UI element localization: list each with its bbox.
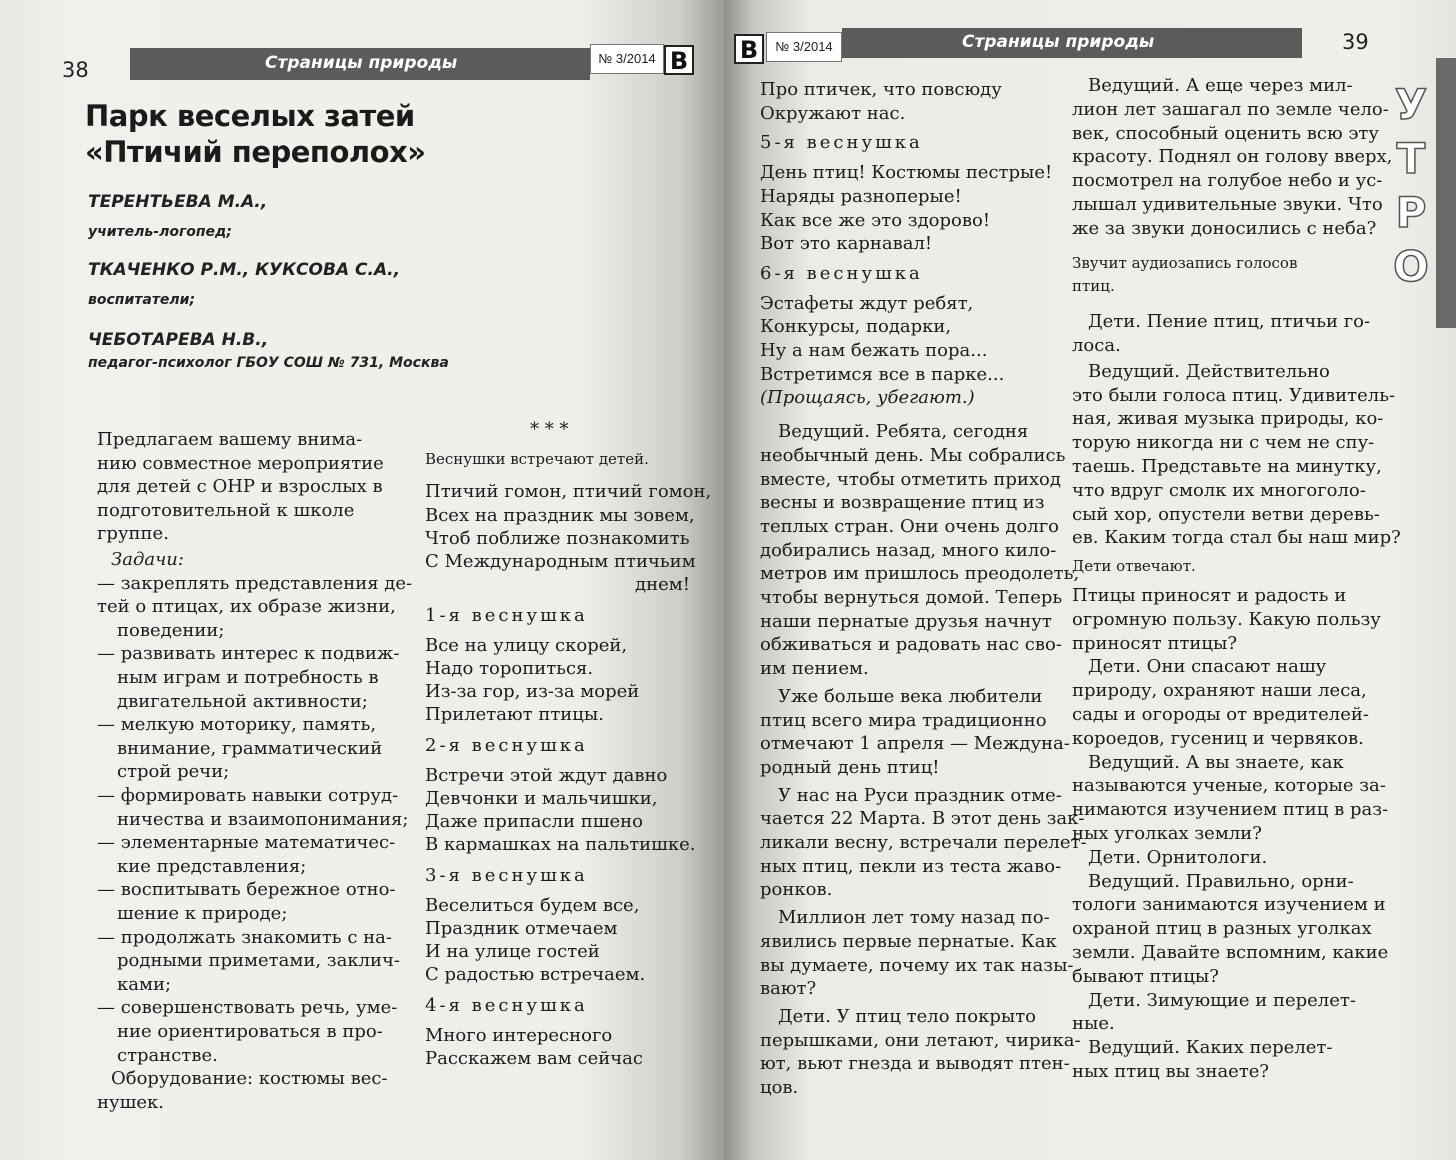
text-line: Праздник отмечаем [425, 917, 618, 939]
text-line: Про птичек, что повсюду [760, 79, 1002, 100]
text-line: метров им пришлось преодолеть, [760, 563, 1080, 585]
text-line: Надо торопиться. [425, 657, 594, 679]
author-name: ТЕРЕНТЬЕВА М.А., [88, 192, 268, 212]
text-line: сады и огороды от вредителей- [1072, 704, 1369, 725]
text-line: таешь. Представьте на минутку, [1072, 456, 1382, 477]
text-line: подготовительной к школе [97, 499, 355, 521]
text-line: — закреплять представления де- [97, 572, 413, 594]
text-line: вы думаете, почему их так назы- [760, 954, 1074, 976]
text-line: наши пернатые друзья начнут [760, 610, 1052, 632]
author-name: ЧЕБОТАРЕВА Н.В., [88, 330, 269, 350]
text-line: Конкурсы, подарки, [760, 316, 952, 338]
author-role: учитель-логопед; [88, 224, 232, 240]
text-line: Ведущий. А вы знаете, как [1088, 751, 1344, 773]
section-header-bar [842, 28, 1302, 58]
text-line: Ведущий. Каких перелет- [1088, 1037, 1333, 1059]
text-line: ронков. [760, 879, 833, 901]
text-line: Ведущий. Действительно [1088, 360, 1330, 382]
author-name: ТКАЧЕНКО Р.М., КУКСОВА С.А., [88, 260, 401, 280]
text-line: Предлагаем вашему внима- [97, 429, 363, 450]
text-line: — воспитывать бережное отно- [97, 879, 396, 901]
text-line: явились первые пернатые. Как [760, 930, 1057, 952]
text-line: Дети. Они спасают нашу [1088, 656, 1327, 678]
text-line: приносят птицы? [1072, 632, 1237, 654]
text-line: Птичий гомон, птичий гомон, [425, 481, 712, 503]
text-line: группе. [97, 523, 169, 545]
author-role: воспитатели; [88, 292, 196, 308]
text-line: Как все же это здорово! [760, 209, 991, 231]
text-line: тологи занимаются изучением и [1072, 894, 1386, 916]
text-line: И на улице гостей [425, 941, 600, 962]
text-line: Ведущий. А еще через мил- [1088, 75, 1353, 96]
author-role: педагог-психолог ГБОУ СОШ № 731, Москва [88, 355, 449, 371]
text-line: 2-я веснушка [425, 735, 588, 757]
text-line: ками; [117, 973, 172, 995]
text-line: Вот это карнавал! [760, 233, 933, 255]
text-line: ют, вьют гнезда и выводят птен- [760, 1053, 1070, 1075]
text-line: что вдруг смолк их многоголо- [1072, 479, 1366, 501]
text-line: Наряды разноперые! [760, 185, 962, 207]
text-line: кие представления; [117, 855, 307, 877]
page-number: 38 [62, 58, 89, 82]
text-line: Уже больше века любители [778, 685, 1043, 707]
text-line: сый хор, опустели ветви деревь- [1072, 503, 1380, 525]
text-line: вают? [760, 978, 817, 1000]
text-line: днем! [635, 574, 690, 596]
text-line: лышал удивительные звуки. Что [1072, 194, 1383, 215]
text-line: обживаться и радовать нас сво- [760, 634, 1062, 656]
right-page [724, 0, 1456, 1160]
text-line: С радостью встречаем. [425, 964, 646, 986]
text-line: теплых стран. Они очень долго [760, 515, 1059, 537]
text-line: 5-я веснушка [760, 132, 923, 154]
text-line: поведении; [117, 619, 225, 641]
text-line: ным играм и потребность в [117, 667, 379, 688]
text-line: торую никогда ни с чем не спу- [1072, 432, 1375, 454]
text-line: ничества и взаимопонимания; [117, 808, 409, 830]
text-line: птиц всего мира традиционно [760, 709, 1047, 731]
text-line: Веснушки встречают детей. [425, 450, 649, 469]
text-line: ев. Каким тогда стал бы наш мир? [1072, 527, 1401, 549]
text-line: цов. [760, 1077, 799, 1098]
text-line: Дети. У птиц тело покрыто [778, 1005, 1036, 1027]
text-line: Птицы приносят и радость и [1072, 585, 1347, 606]
text-line: лион лет зашагал по земле чело- [1072, 98, 1389, 120]
text-line: Задачи: [111, 549, 184, 570]
text-line: Окружают нас. [760, 102, 906, 124]
text-line: Прилетают птицы. [425, 704, 604, 726]
left-page [0, 0, 724, 1160]
text-line: посмотрел на голубое небо и ус- [1072, 170, 1383, 192]
section-title: Страницы природы [962, 32, 1155, 52]
text-line: отмечают 1 апреля — Междуна- [760, 733, 1070, 755]
text-line: вместе, чтобы отметить приход [760, 468, 1061, 490]
text-line: двигательной активности; [117, 690, 368, 712]
text-line: ликали весну, встречали перелет- [760, 832, 1087, 853]
text-line: родный день птиц! [760, 756, 940, 778]
text-line: У нас на Руси праздник отме- [778, 784, 1062, 806]
text-line: родными приметами, заклич- [117, 950, 400, 972]
text-line: необычный день. Мы собрались [760, 444, 1066, 466]
text-line: С Международным птичьим [425, 551, 696, 572]
text-line: — элементарные математичес- [97, 832, 396, 854]
rubric-letter: Т [1396, 134, 1426, 183]
text-line: Звучит аудиозапись голосов [1072, 253, 1298, 272]
text-line: природу, охраняют наши леса, [1072, 680, 1367, 702]
text-line: Ну а нам бежать пора... [760, 340, 988, 361]
text-line: ных птиц, пекли из теста жаво- [760, 855, 1062, 877]
page-number: 39 [1342, 30, 1369, 54]
text-line: — совершенствовать речь, уме- [97, 997, 398, 1019]
text-line: Много интересного [425, 1024, 613, 1046]
text-line: Дети. Орнитологи. [1088, 846, 1268, 868]
text-line: для детей с ОНР и взрослых в [97, 476, 383, 498]
text-line: ные. [1072, 1013, 1115, 1035]
rubric-letter: Р [1395, 188, 1427, 237]
article-title [85, 98, 425, 170]
text-line: Эстафеты ждут ребят, [760, 292, 974, 314]
issue-number: № 3/2014 [590, 44, 664, 74]
text-line: внимание, грамматический [117, 737, 383, 759]
rubric-letter: У [1394, 80, 1428, 129]
text-line: бывают птицы? [1072, 965, 1219, 987]
text-line: 6-я веснушка [760, 262, 923, 284]
magazine-logo: B [664, 45, 694, 75]
text-line: шение к природе; [117, 903, 288, 924]
text-line: — мелкую моторику, память, [97, 714, 377, 736]
text-line: Встречи этой ждут давно [425, 764, 668, 786]
text-line: строй речи; [117, 761, 230, 783]
text-line: им пением. [760, 658, 869, 680]
text-line: Из-за гор, из-за морей [425, 681, 640, 702]
text-line: 1-я веснушка [425, 605, 588, 627]
text-line: тей о птицах, их образе жизни, [97, 596, 396, 618]
text-line: нию совместное мероприятие [97, 452, 384, 474]
title-line: «Птичий переполох» [85, 135, 426, 169]
text-line: — развивать интерес к подвиж- [97, 643, 400, 665]
text-line: охраной птиц в разных уголках [1072, 918, 1372, 940]
text-line: (Прощаясь, убегают.) [760, 387, 975, 409]
issue-number: № 3/2014 [766, 32, 842, 62]
text-line: — продолжать знакомить с на- [97, 926, 392, 948]
text-line: Чтоб поближе познакомить [425, 527, 690, 549]
text-line: весны и возвращение птиц из [760, 492, 1045, 514]
text-line: ных птиц вы знаете? [1072, 1061, 1270, 1082]
section-edge-tab [1436, 58, 1456, 328]
magazine-logo: B [734, 34, 764, 64]
text-line: ная, живая музыка природы, ко- [1072, 408, 1384, 430]
text-line: красоту. Поднял он голову вверх, [1072, 146, 1393, 168]
text-line: Даже припасли пшено [425, 811, 643, 832]
text-line: это были голоса птиц. Удивитель- [1072, 384, 1396, 406]
text-line: короедов, гусениц и червяков. [1072, 727, 1364, 749]
text-line: Всех на праздник мы зовем, [425, 504, 695, 526]
text-line: 4-я веснушка [425, 995, 588, 1017]
title-line: Парк веселых затей [85, 99, 415, 133]
text-line: Оборудование: костюмы вес- [111, 1068, 388, 1090]
text-line: Ведущий. Ребята, сегодня [778, 421, 1029, 443]
rubric-letter: О [1393, 242, 1429, 291]
rubric-vertical [1388, 78, 1434, 294]
text-line: В кармашках на пальтишке. [425, 834, 696, 856]
text-line: огромную пользу. Какую пользу [1072, 608, 1381, 630]
text-line: нимаются изучением птиц в раз- [1072, 799, 1389, 821]
section-header-bar [130, 48, 590, 80]
text-line: — формировать навыки сотруд- [97, 785, 399, 806]
text-line: * * * [530, 419, 569, 440]
section-title: Страницы природы [265, 53, 458, 73]
text-line: 3-я веснушка [425, 865, 588, 887]
text-line: лоса. [1072, 335, 1121, 356]
text-line: День птиц! Костюмы пестрые! [760, 162, 1053, 184]
text-line: называются ученые, которые за- [1072, 775, 1386, 797]
text-line: птиц. [1072, 277, 1115, 296]
text-line: ных уголках земли? [1072, 823, 1262, 844]
text-line: чается 22 Марта. В этот день зак- [760, 808, 1085, 830]
text-line: Все на улицу скорей, [425, 634, 628, 656]
text-line: перышками, они летают, чирика- [760, 1029, 1081, 1051]
text-line: век, способный оценить всю эту [1072, 122, 1379, 144]
text-line: Ведущий. Правильно, орни- [1088, 870, 1354, 892]
text-line: же за звуки доносились с неба? [1072, 217, 1377, 239]
text-line: Встретимся все в парке... [760, 363, 1005, 385]
text-line: земли. Давайте вспомним, какие [1072, 942, 1389, 963]
text-line: Девчонки и мальчишки, [425, 787, 658, 809]
text-line: Дети отвечают. [1072, 557, 1196, 576]
text-line: Дети. Зимующие и перелет- [1088, 989, 1356, 1011]
text-line: нушек. [97, 1091, 164, 1113]
text-line: добирались назад, много кило- [760, 539, 1057, 561]
text-line: Веселиться будем все, [425, 894, 640, 916]
text-line: ние ориентироваться в про- [117, 1021, 383, 1042]
text-line: чтобы вернуться домой. Теперь [760, 587, 1063, 608]
text-line: странстве. [117, 1044, 218, 1066]
text-line: Дети. Пение птиц, птичьи го- [1088, 311, 1371, 333]
text-line: Миллион лет тому назад по- [778, 907, 1050, 929]
text-line: Расскажем вам сейчас [425, 1047, 643, 1069]
